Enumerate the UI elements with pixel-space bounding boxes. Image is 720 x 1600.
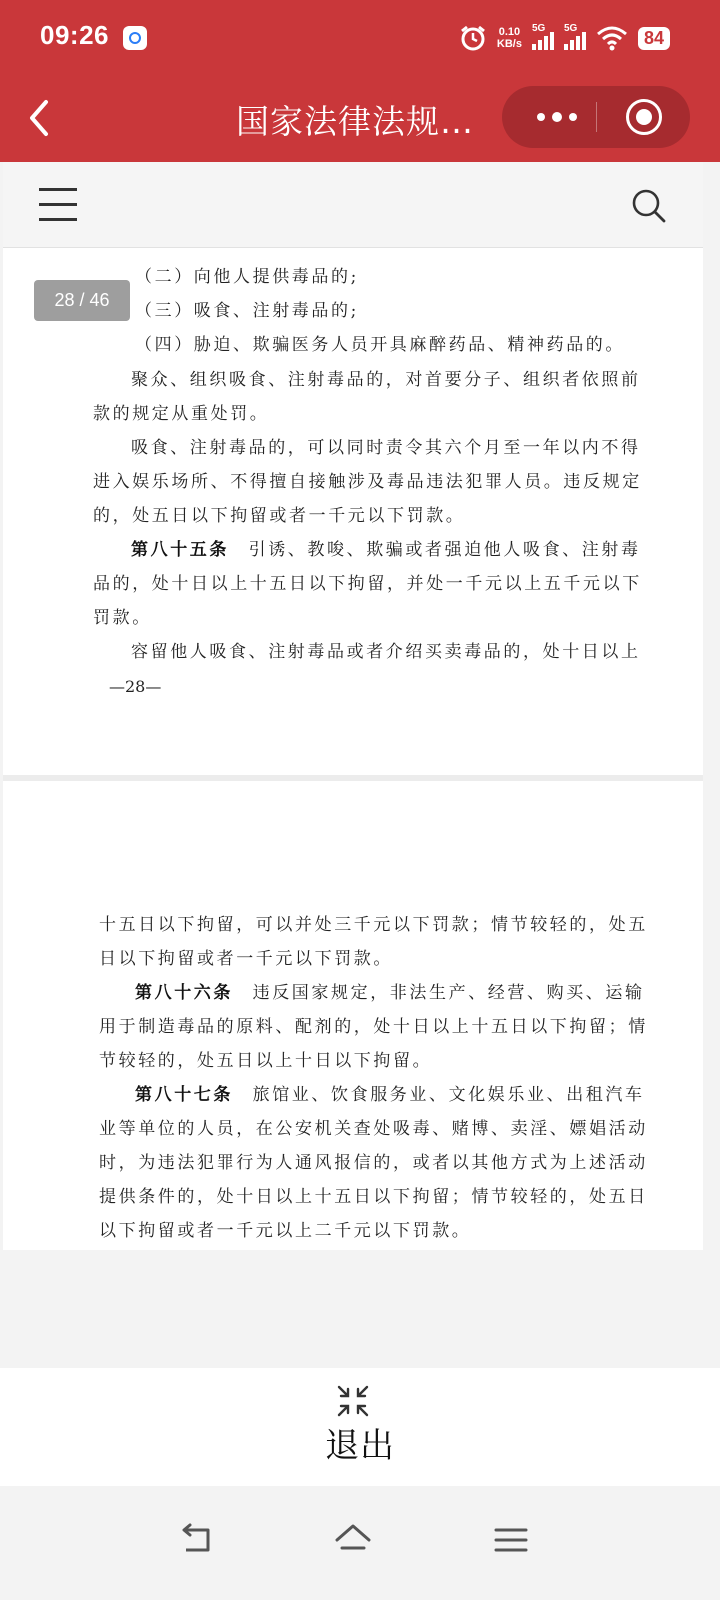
back-chevron-icon[interactable] bbox=[22, 96, 58, 140]
page-indicator: 28 / 46 bbox=[34, 280, 130, 321]
viewer-toolbar bbox=[3, 162, 703, 248]
system-nav-bar bbox=[0, 1486, 720, 1600]
empty-area bbox=[0, 1250, 720, 1368]
text-line: 节较轻的，处五日以上十日以下拘留。 bbox=[99, 1051, 433, 1071]
document-page-29 bbox=[3, 781, 703, 1250]
battery-indicator: 84 bbox=[638, 27, 670, 50]
text-line: 时，为违法犯罪行为人通风报信的，或者以其他方式为上述活动 bbox=[99, 1153, 648, 1173]
page-number: —28— bbox=[109, 677, 162, 696]
capsule-divider bbox=[596, 102, 597, 132]
alarm-icon bbox=[459, 24, 487, 52]
more-dots-icon[interactable] bbox=[530, 106, 584, 128]
document-viewer[interactable] bbox=[3, 162, 703, 1250]
document-page-28 bbox=[3, 249, 703, 775]
sim2-signal-icon bbox=[563, 23, 586, 50]
text-line: 品的，处十日以上十五日以下拘留，并处一千元以上五千元以下 bbox=[93, 574, 642, 594]
collapse-arrows-icon bbox=[336, 1384, 370, 1418]
network-speed-unit: KB/s bbox=[496, 38, 522, 50]
text-line: （三）吸食、注射毒品的; bbox=[135, 301, 359, 321]
text-line: 旅馆业、饮食服务业、文化娱乐业、出租汽车 bbox=[252, 1085, 645, 1105]
sim1-label: 5G bbox=[531, 23, 546, 34]
exit-label: 退出 bbox=[325, 1426, 395, 1466]
sim2-label: 5G bbox=[563, 23, 578, 34]
hamburger-menu-icon[interactable] bbox=[39, 188, 77, 222]
mini-program-capsule bbox=[502, 86, 690, 148]
text-line: 聚众、组织吸食、注射毒品的，对首要分子、组织者依照前 bbox=[131, 370, 641, 390]
close-target-icon[interactable] bbox=[626, 99, 662, 135]
text-line: 提供条件的，处十日以上十五日以下拘留；情节较轻的，处五日 bbox=[99, 1187, 648, 1207]
text-line: 以下拘留或者一千元以上二千元以下罚款。 bbox=[99, 1221, 472, 1241]
nav-menu-icon[interactable] bbox=[491, 1522, 531, 1558]
nav-back-icon[interactable] bbox=[176, 1522, 216, 1558]
status-bar bbox=[0, 0, 720, 78]
network-speed bbox=[497, 26, 522, 50]
status-icons bbox=[459, 20, 670, 56]
text-line: 业等单位的人员，在公安机关查处吸毒、赌博、卖淫、嫖娼活动 bbox=[99, 1119, 648, 1139]
text-line: 容留他人吸食、注射毒品或者介绍买卖毒品的，处十日以上 bbox=[131, 642, 641, 662]
article-87-line bbox=[135, 1080, 645, 1105]
text-line: 用于制造毒品的原料、配剂的，处十日以上十五日以下拘留；情 bbox=[99, 1017, 648, 1037]
sim1-signal-icon bbox=[531, 23, 554, 50]
page-title: 国家法律法规… bbox=[236, 102, 474, 141]
app-notification-icon bbox=[123, 26, 147, 50]
text-line: 进入娱乐场所、不得擅自接触涉及毒品违法犯罪人员。违反规定 bbox=[93, 472, 642, 492]
exit-fullscreen-button[interactable] bbox=[0, 1368, 720, 1486]
article-86-heading: 第八十六条 bbox=[135, 983, 233, 1003]
text-line: 的，处五日以下拘留或者一千元以下罚款。 bbox=[93, 506, 466, 526]
text-line: 款的规定从重处罚。 bbox=[93, 404, 270, 424]
text-line: 十五日以下拘留，可以并处三千元以下罚款；情节较轻的，处五 bbox=[99, 915, 648, 935]
wifi-icon bbox=[596, 25, 628, 51]
search-icon[interactable] bbox=[631, 188, 667, 224]
network-speed-value: 0.10 bbox=[498, 26, 521, 38]
text-line: 违反国家规定，非法生产、经营、购买、运输 bbox=[252, 983, 645, 1003]
text-line: （四）胁迫、欺骗医务人员开具麻醉药品、精神药品的。 bbox=[135, 335, 625, 355]
status-time: 09:26 bbox=[40, 20, 109, 50]
article-85-heading: 第八十五条 bbox=[131, 540, 229, 560]
text-line: 吸食、注射毒品的，可以同时责令其六个月至一年以内不得 bbox=[131, 438, 641, 458]
nav-home-icon[interactable] bbox=[333, 1522, 373, 1558]
text-line: 引诱、教唆、欺骗或者强迫他人吸食、注射毒 bbox=[248, 540, 641, 560]
text-line: （二）向他人提供毒品的; bbox=[135, 267, 359, 287]
article-87-heading: 第八十七条 bbox=[135, 1085, 233, 1105]
top-bar bbox=[0, 0, 720, 162]
text-line: 罚款。 bbox=[93, 608, 152, 628]
text-line: 日以下拘留或者一千元以下罚款。 bbox=[99, 949, 393, 969]
article-86-line bbox=[135, 978, 645, 1003]
article-85-line bbox=[131, 535, 641, 560]
